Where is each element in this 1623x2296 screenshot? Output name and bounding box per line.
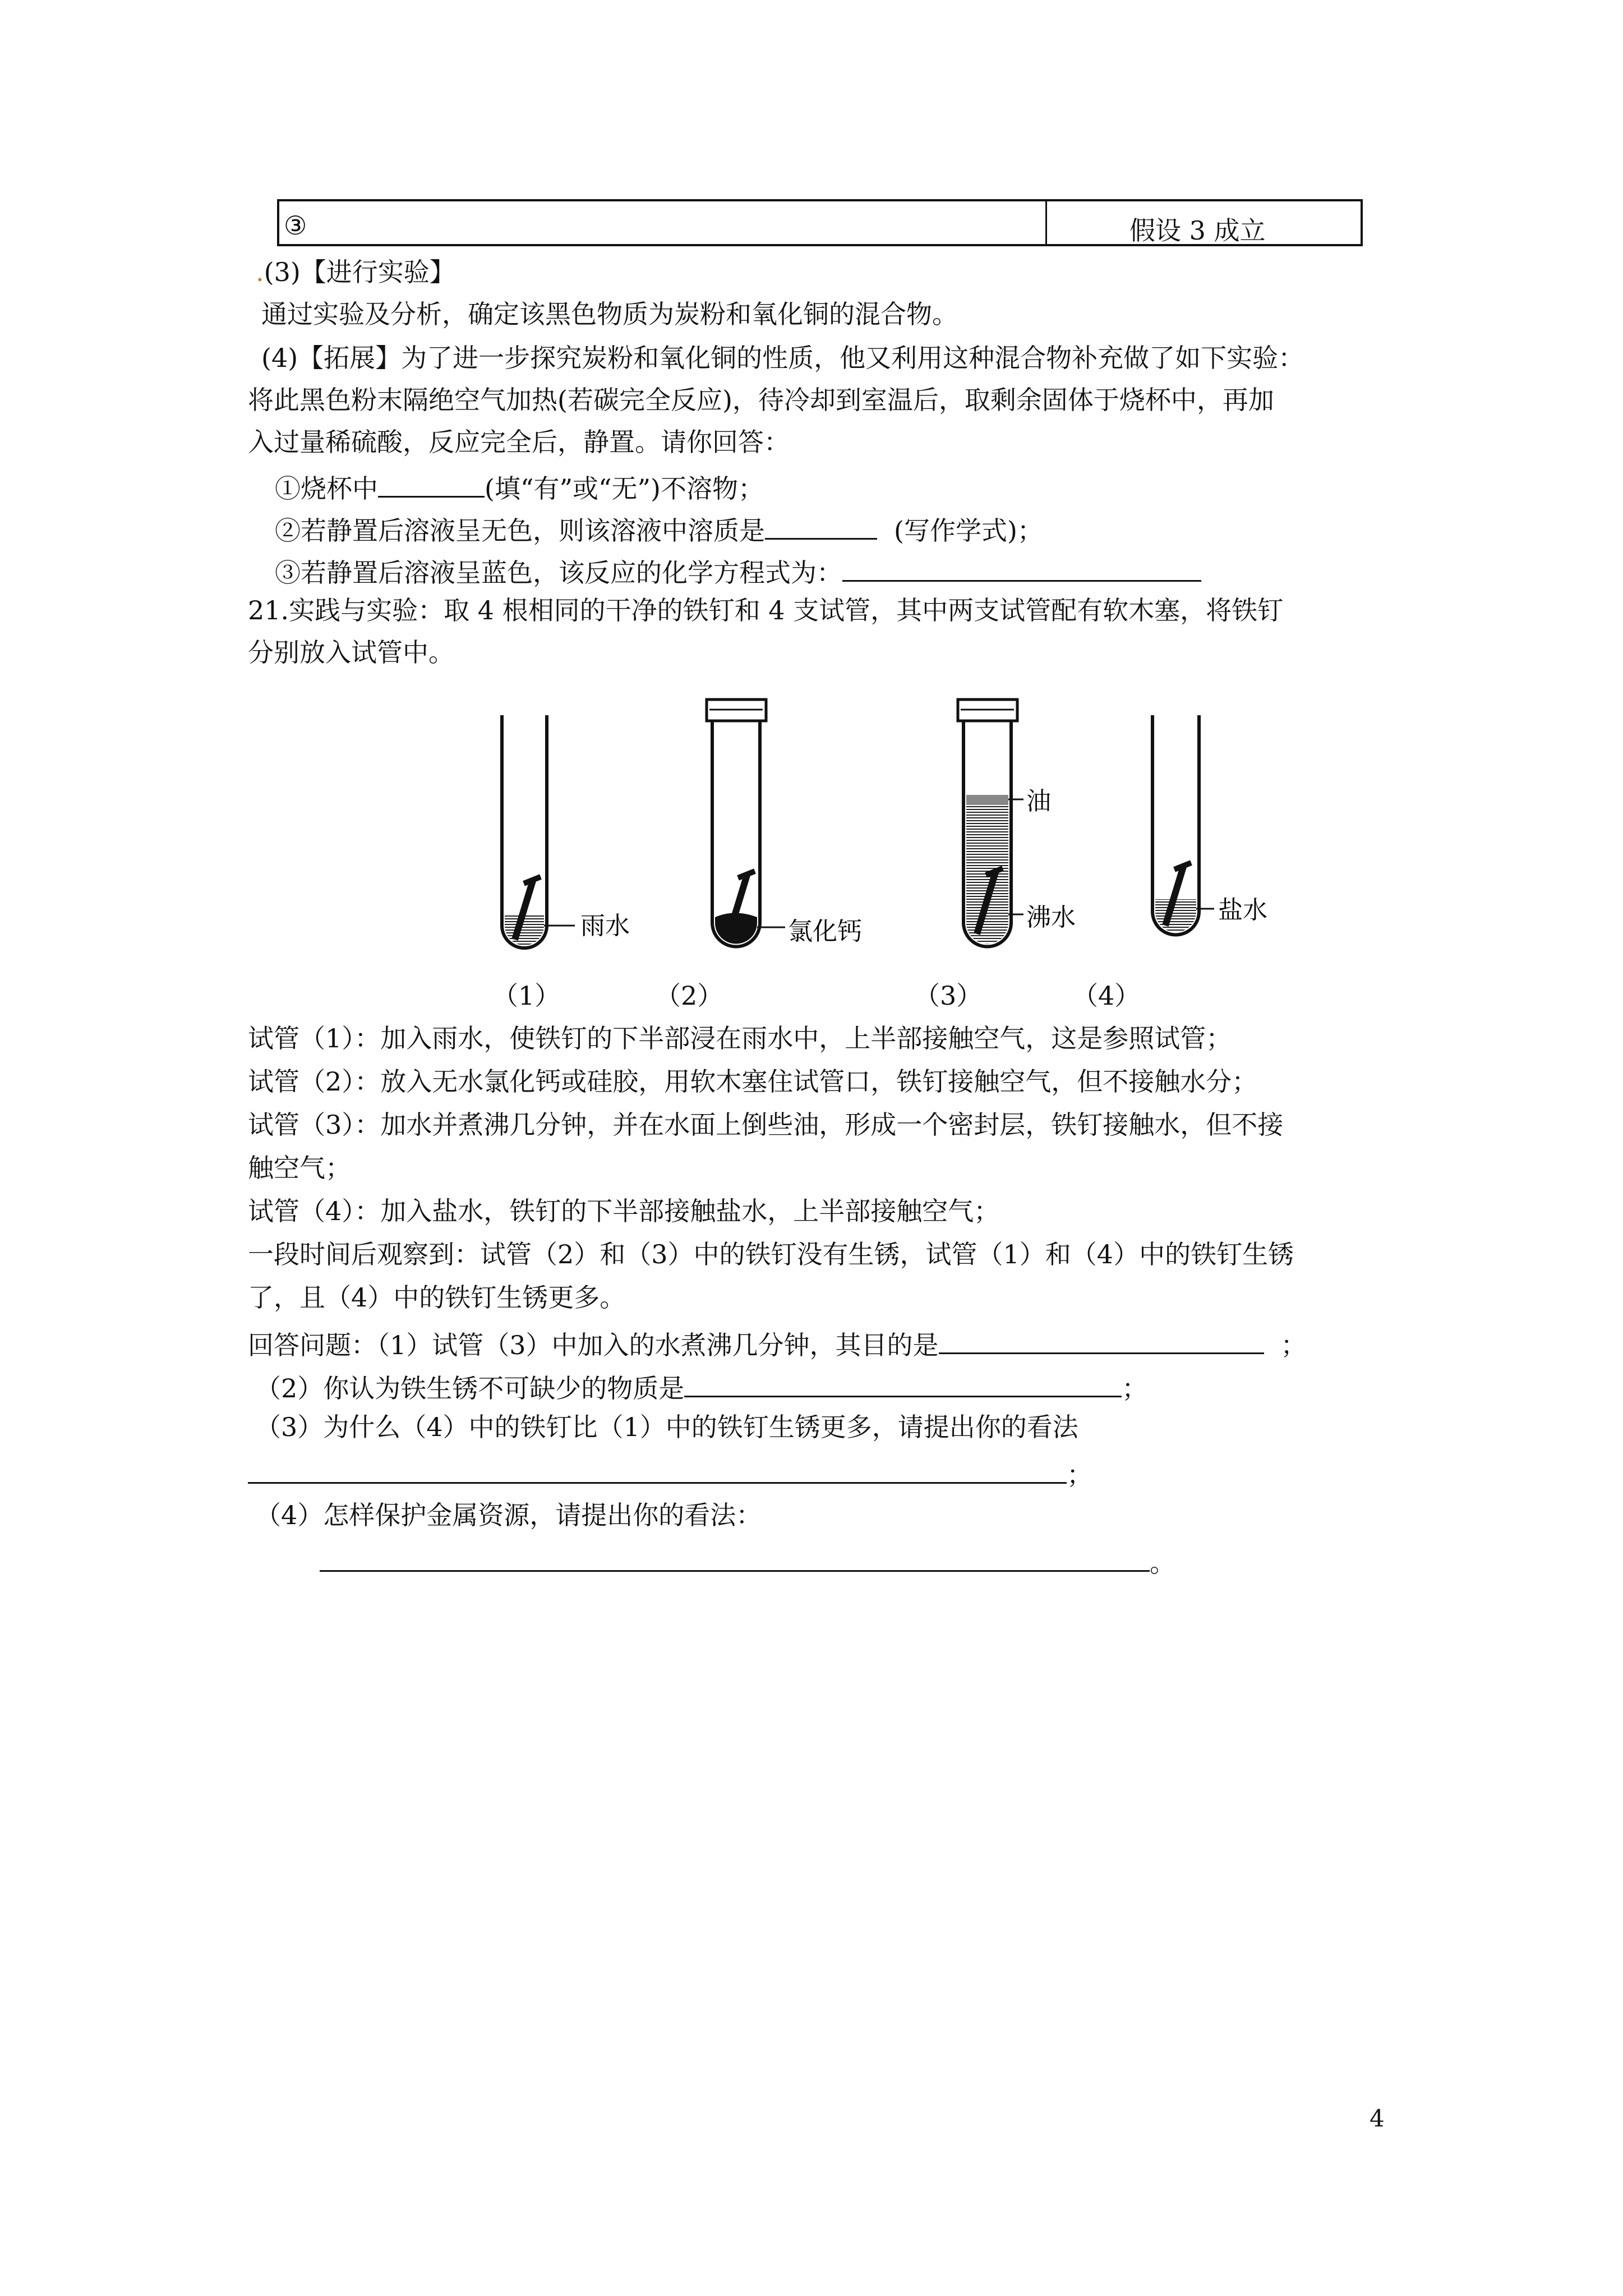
page-number: 4 (1370, 2105, 1385, 2132)
answer-blank[interactable] (320, 1545, 1150, 1572)
figure-num-3: （3） (914, 981, 983, 1011)
question-4: （4）怎样保护金属资源，请提出你的看法： (255, 1500, 762, 1530)
label-cacl2: 氯化钙 (788, 917, 862, 946)
question-1: 回答问题：（1）试管（3）中加入的水煮沸几分钟，其目的是 ； (248, 1328, 1307, 1358)
test-tube-1 (502, 715, 630, 948)
question-2: （2）你认为铁生锈不可缺少的物质是 ； (255, 1371, 1147, 1401)
test-tube-2 (707, 700, 862, 947)
question-3-answer: ； (248, 1457, 1092, 1488)
table-cell-result: 假设 3 成立 (1129, 215, 1266, 246)
answer-blank[interactable] (765, 513, 877, 540)
label-boil: 沸水 (1026, 903, 1076, 932)
q21-line2: 分别放入试管中。 (248, 637, 454, 668)
question-4-answer: 。 (320, 1545, 1175, 1576)
observe-line2: 了，且（4）中的铁钉生锈更多。 (248, 1282, 626, 1313)
section3-heading (256, 259, 455, 285)
tube1-desc: 试管（1）：加入雨水，使铁钉的下半部浸在雨水中，上半部接触空气，这是参照试管； (248, 1023, 1232, 1053)
answer-blank[interactable] (939, 1328, 1264, 1354)
question-3: （3）为什么（4）中的铁钉比（1）中的铁钉生锈更多，请提出你的看法 (255, 1412, 1078, 1442)
section4-q3: ③若静置后溶液呈蓝色，该反应的化学方程式为： (275, 555, 1201, 586)
tube4-desc: 试管（4）：加入盐水，铁钉的下半部接触盐水，上半部接触空气； (248, 1196, 1000, 1226)
section4-line3: 入过量稀硫酸，反应完全后，静置。请你回答： (248, 427, 790, 457)
section3-text: 通过实验及分析，确定该黑色物质为炭粉和氧化铜的混合物。 (261, 299, 958, 329)
table-cell-number: ③ (284, 210, 307, 241)
figure-num-4: （4） (1072, 981, 1141, 1011)
section3-heading-text: (3)【进行实验】 (264, 257, 455, 287)
oil-layer (966, 795, 1008, 805)
tube3-desc-line1: 试管（3）：加水并煮沸几分钟，并在水面上倒些油，形成一个密封层，铁钉接触水，但不接 (248, 1110, 1284, 1140)
label-salt: 盐水 (1218, 896, 1267, 924)
figure-num-2: （2） (655, 981, 723, 1011)
answer-blank[interactable] (684, 1371, 1122, 1397)
tube3-desc-line2: 触空气； (248, 1153, 351, 1183)
result-table-row (277, 199, 1363, 246)
section4-q2: ②若静置后溶液呈无色，则该溶液中溶质是 (写作学式)； (275, 513, 1043, 544)
observe-line1: 一段时间后观察到：试管（2）和（3）中的铁钉没有生锈，试管（1）和（4）中的铁钉生锈 (248, 1239, 1294, 1269)
tube2-desc: 试管（2）：放入无水氯化钙或硅胶，用软木塞住试管口，铁钉接触空气，但不接触水分； (248, 1066, 1258, 1097)
figure-num-1: （1） (492, 981, 561, 1011)
answer-blank[interactable] (248, 1457, 1067, 1484)
answer-blank[interactable] (378, 471, 485, 498)
test-tubes-figure (482, 687, 1301, 1024)
q21-line1: 21.实践与实验：取 4 根相同的干净的铁钉和 4 支试管，其中两支试管配有软木塞，将铁钉 (248, 595, 1284, 625)
table-divider (1045, 201, 1047, 244)
label-rain: 雨水 (580, 912, 630, 940)
test-tube-4 (1152, 715, 1267, 935)
answer-blank[interactable] (842, 555, 1201, 582)
section4-line2: 将此黑色粉末隔绝空气加热(若碳完全反应)，待冷却到室温后，取剩余固体于烧杯中，再加 (248, 385, 1274, 415)
test-tube-3 (958, 700, 1076, 947)
section3-prefix: . (256, 257, 264, 287)
section4-q1: ①烧杯中 (填“有”或“无”)不溶物； (275, 471, 764, 501)
section4-line1: (4)【拓展】为了进一步探究炭粉和氧化铜的性质，他又利用这种混合物补充做了如下实验： (261, 343, 1304, 373)
label-oil: 油 (1026, 787, 1051, 816)
